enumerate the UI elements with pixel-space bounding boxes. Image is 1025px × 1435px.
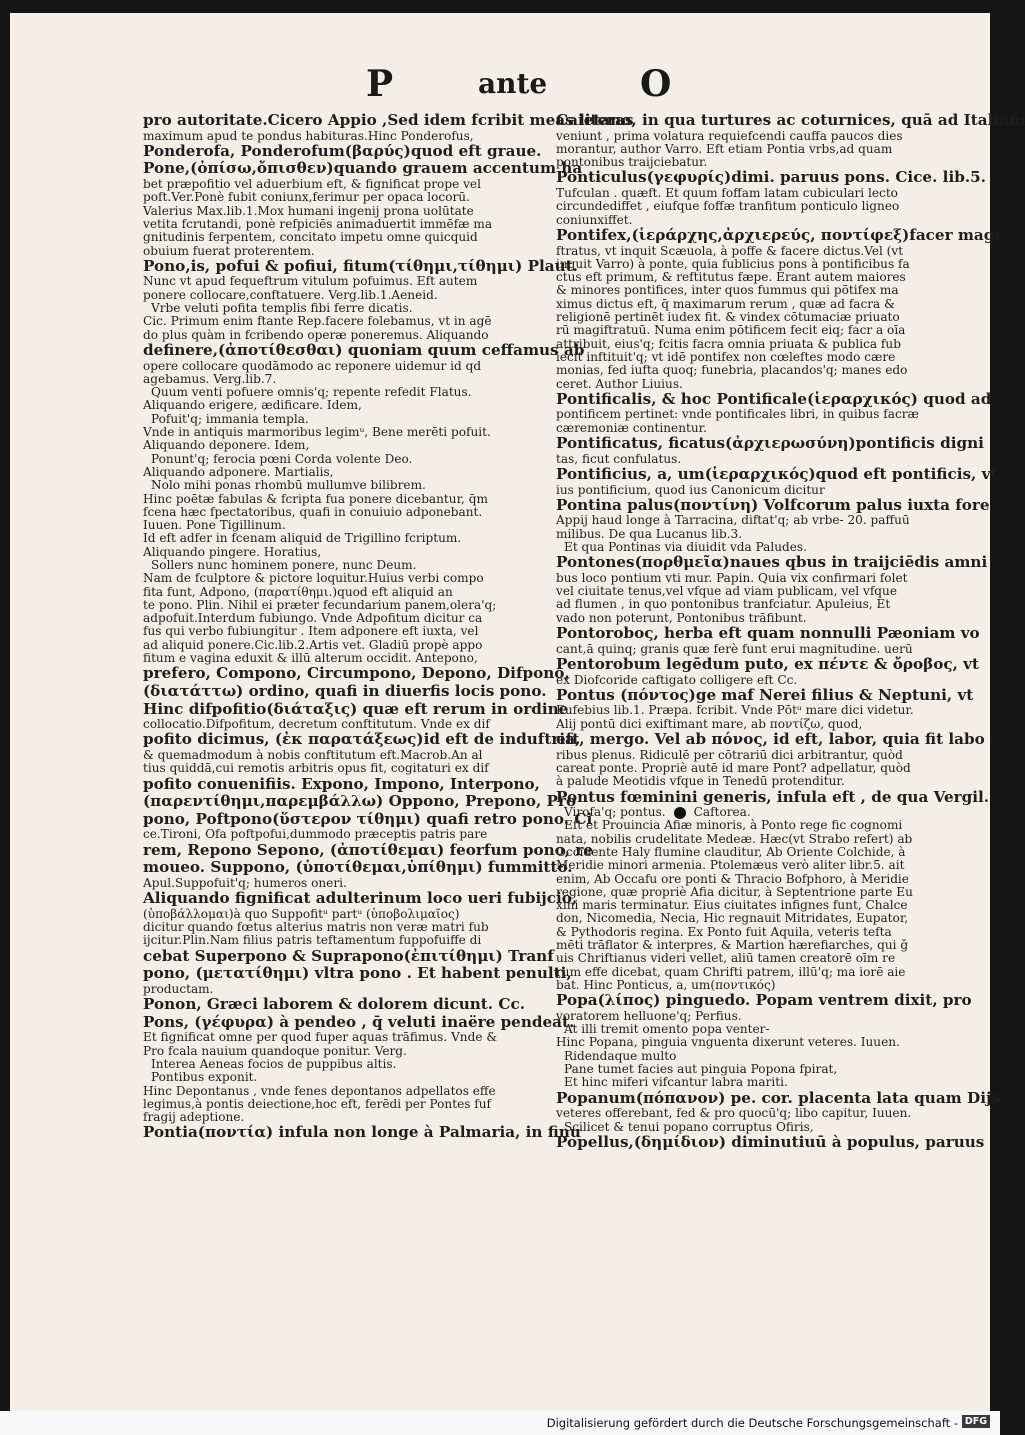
line-text: pofito dicimus, (ἐκ παρατάξεως)id eft de induftria, (143, 730, 581, 749)
line-text: adpofuit.Interdum fubiungo. Vnde Adpofitum dicitur ca (143, 611, 483, 626)
line-text: veteres offerebant, fed & pro quocū'q; libo capitur, Iuuen. (556, 1106, 912, 1121)
line-text: don, Nicomedia, Necia, Hic regnauit Mitridates, Eupator, (556, 911, 909, 926)
text-line (143, 599, 537, 612)
line-text: Aliquando erigere, ædificare. Idem, (143, 398, 362, 413)
text-line (143, 699, 569, 719)
text-line (556, 1121, 950, 1134)
text-line (143, 586, 537, 599)
line-text: ribus plenus. Ridiculē per cōtrariū dici arbitrantur, quòd (556, 747, 903, 762)
line-text: regione, quæ propriè Afia dicitur, à Septentrione parte Eu (556, 884, 913, 899)
text-line (143, 546, 537, 559)
text-line (556, 408, 950, 421)
line-text: Aliquando fignificat adulterinum loco ueri fubijcio, (143, 889, 578, 908)
text-line (556, 484, 950, 497)
text-line (556, 464, 998, 484)
text-line (556, 585, 950, 598)
text-line (556, 572, 950, 585)
text-line (143, 386, 537, 399)
text-line (143, 130, 537, 143)
line-text: Pontibus exponit. (151, 1070, 258, 1085)
funding-notice: Digitalisierung gefördert durch die Deutsche Forschungsgemeinschaft - (546, 1416, 958, 1430)
line-text: circundediffet , eiufque foffæ tranfitum ponticulo ligneo (556, 199, 900, 214)
line-text: fcena hæc fpectatoribus, quafi in conuiuio adponebant. (143, 504, 483, 519)
text-line (143, 792, 577, 811)
text-line (143, 921, 537, 934)
text-line (556, 886, 950, 899)
line-text: ius pontificium, quod ius Canonicum dicitur (556, 482, 825, 497)
text-line (143, 178, 537, 191)
text-line (556, 111, 1025, 130)
line-text: mēti trāflator & interpres, & Martion hærefiarches, qui ǧ (556, 938, 909, 953)
dfg-logo: DFG (962, 1415, 990, 1428)
text-line (143, 908, 537, 921)
text-line (143, 360, 537, 373)
text-line (556, 225, 1001, 245)
text-line (556, 654, 979, 674)
line-text: Vnde in antiquis marmoribus legimᵘ, Bene merēti pofuit. (143, 425, 491, 440)
line-text: poft.Ver.Ponè fubit coniunx,ferimur per opaca locorū. (143, 190, 470, 205)
text-line (143, 315, 537, 328)
line-text: Iuuen. Pone Tigillinum. (143, 518, 286, 533)
text-line (143, 466, 537, 479)
text-line (556, 541, 950, 554)
line-text: Popanum(πόπανον) pe. cor. placenta lata quam Dijs (556, 1088, 1001, 1107)
line-text: Ponderofa, Ponderofum(βαρύς)quod eft graue. (143, 141, 542, 160)
line-text-after: Caftorea. (693, 805, 751, 820)
text-line (143, 774, 540, 794)
line-text: Aliquando pingere. Horatius, (143, 544, 322, 559)
line-text: fita funt, Adpono, (παρατίθημι.)quod eft aliquid an (143, 584, 453, 599)
text-line (556, 704, 950, 717)
line-text: gnitudinis ferpentem, concitato impetu omne quicquid (143, 230, 478, 245)
text-line (556, 1036, 950, 1049)
line-text: legimus,à pontis deiectione,hoc eft, ferēdi per Pontes fuf (143, 1096, 492, 1111)
line-text: Cic. Primum enim ftante Rep.facere folebamus, vt in agē (143, 314, 492, 329)
header-word-middle: ante (478, 67, 548, 100)
line-text: Pontus fœminini generis, infula eft , de qua Vergil. (556, 787, 990, 806)
line-text: Popellus,(δημίδιον) diminutiuū à populus, paruus (556, 1132, 985, 1151)
text-line (556, 952, 950, 965)
text-line (143, 111, 634, 130)
text-line (143, 245, 537, 258)
text-line (556, 298, 950, 311)
text-line (556, 1088, 1001, 1108)
line-text: Vrbe veluti pofita templis fibi ferre dicatis. (151, 301, 413, 316)
text-line (556, 214, 950, 227)
text-line (143, 453, 537, 466)
text-line (556, 389, 992, 409)
line-text: Appij haud longe à Tarracina, diftat'q; ab vrbe- 20. paffuū (556, 513, 910, 528)
text-line (556, 846, 950, 859)
text-line (556, 434, 984, 453)
line-text: Hinc Depontanus , vnde fenes depontanos adpellatos effe (143, 1083, 496, 1098)
text-line (556, 453, 950, 466)
line-text: à palude Meotidis vfque in Tenedū protenditur. (556, 774, 845, 789)
text-line (556, 718, 950, 731)
line-text: Apul.Suppofuit'q; humeros oneri. (143, 875, 347, 890)
line-text: (παρεντίθημι,παρεμβάλλω) Oppono, Prepono, Pro (143, 792, 577, 811)
line-text: Sollers nunc hominem ponere, nunc Deum. (151, 557, 417, 572)
line-text: Aliquando adponere. Martialis, (143, 464, 334, 479)
line-text: Pons, (γέφυρα) à pendeo , q̄ veluti inaëre pendeat. (143, 1012, 575, 1031)
line-text: iecit inftituit'q; vt idē pontifex non cœleftes modo cære (556, 349, 896, 364)
line-text: Pone,(ὀπίσω,ὄπισθεν)quando grauem accentum ha (143, 159, 583, 178)
text-line (556, 258, 950, 271)
text-line (143, 681, 547, 701)
text-line (143, 256, 578, 276)
text-line (143, 302, 537, 315)
line-text: Et hinc miferi vifcantur labra mariti. (564, 1075, 788, 1090)
text-line (556, 311, 950, 324)
text-line (143, 946, 554, 966)
line-text: careat ponte. Propriè autē id mare Pont? adpellatur, quòd (556, 760, 911, 775)
text-line (556, 168, 986, 187)
line-text: Virofa'q; pontus. (564, 805, 666, 820)
line-text: cant,ā quinq; granis quæ ferè funt erui magnitudine. uerū (556, 641, 913, 656)
line-text: Hinc poētæ fabulas & fcripta fua ponere dicebantur, q̄m (143, 491, 488, 506)
line-text: (διατάττω) ordino, quafi in diuerfis locis pono. (143, 681, 547, 700)
line-text: Occidente Haly flumine clauditur, Ab Oriente Colchide, à (556, 845, 906, 859)
line-text: Pontificatus, ficatus(ἀρχιερωσύνη)pontificis digni (556, 434, 984, 453)
line-text: Pro fcala nauium quandoque ponitur. Verg. (143, 1043, 407, 1058)
line-text: pro autoritate.Cicero Appio ,Sed idem fcribit meas literas (143, 111, 634, 129)
text-line (143, 1085, 537, 1098)
line-text: tius quiddā,cui remotis arbitris opus fit, cogitaturi ex dif (143, 761, 489, 776)
line-text: ex Diofcoride caftigato colligere eft Cc. (556, 672, 798, 687)
line-text: inquit Varro) à ponte, quia fublicius pons à pontificibus fa (556, 256, 910, 271)
line-text: morantur, author Varro. Eft etiam Pontia vrbs,ad quam (556, 141, 893, 156)
text-line (556, 787, 990, 807)
line-text: Meridie minori armenia. Ptolemæus verò aliter libr.5. ait (556, 858, 905, 873)
line-text: agebamus. Verg.lib.7. (143, 371, 277, 386)
text-line (556, 643, 950, 656)
text-line (556, 912, 950, 925)
line-text: opere collocare quodāmodo ac reponere uidemur id qd (143, 358, 482, 373)
text-line (143, 141, 542, 161)
line-text: Pontifex,(ἱεράρχης,ἀρχιερεύς, ποντίφεξ)facer magi (556, 225, 1001, 244)
text-line (556, 685, 974, 705)
text-line (143, 399, 537, 412)
text-line (143, 191, 537, 204)
line-text: Caietano, in qua turtures ac coturnices, quā ad Italiam (556, 111, 1025, 129)
line-text: bet præpofitio vel aduerbium eft, & fignificat prope vel (143, 177, 481, 192)
text-line (556, 422, 950, 435)
line-text: cæremoniæ continentur. (556, 420, 707, 435)
text-line (143, 858, 573, 877)
line-text: pontonibus traijciebatur. (556, 155, 708, 170)
line-text: Pontia(ποντία) infula non longe à Palmaria, in finu (143, 1123, 581, 1142)
text-line (143, 730, 581, 749)
text-line (556, 553, 988, 572)
line-text: Pontoroboς, herba eft quam nonnulli Pæoniam vo (556, 624, 980, 643)
line-text: te pono. Plin. Nihil ei præter fecundarium panem,olera'q; (143, 597, 497, 612)
text-line (143, 996, 537, 1014)
line-text: ad aliquid ponere.Cic.lib.2.Artis vet. Gladiū propè appo (143, 637, 483, 652)
line-text: fitum e vagina eduxit & illū alterum occidit. Antepono, (143, 651, 478, 666)
line-text: milibus. De qua Lucanus lib.3. (556, 526, 743, 541)
line-text: Pontones(πορθμεῖα)naues qbus in traijciēdis amni (556, 553, 988, 572)
line-text: tas, ficut confulatus. (556, 451, 682, 466)
line-text: Interea Aeneas focios de puppibus altis. (151, 1056, 397, 1071)
text-line (143, 639, 537, 652)
text-line (556, 495, 990, 515)
line-text: attribuit, eius'q; fcitis facra omnia priuata & publica fub (556, 336, 901, 351)
header-letter-right: O (640, 63, 672, 105)
text-line (556, 284, 950, 297)
line-text: Ponon, Græci laborem & dolorem dicunt. Cc. (143, 995, 526, 1014)
line-text: rem, Repono Sepono, (ἀποτίθεμαι) feorfum pono, re (143, 840, 594, 859)
line-text: enim, Ab Occafu ore ponti & Thracio Bofphoro, à Meridie (556, 871, 909, 886)
line-text: rum effe dicebat, quam Chrifti patrem, illū'q; ma iorē aie (556, 964, 906, 979)
text-line (556, 859, 950, 872)
line-text: Eufebius lib.1. Præpa. fcribit. Vnde Pōtᵘ mare dici videtur. (556, 703, 914, 718)
text-line (556, 833, 950, 846)
text-line (556, 245, 950, 258)
line-text: religionē pertinēt iudex fit. & vindex cōtumaciæ priuato (556, 310, 900, 325)
text-line (556, 899, 950, 912)
line-text: Pontificalis, & hoc Pontificale(ἱεραρχικός) quod ad (556, 389, 992, 408)
text-line (143, 1058, 537, 1071)
line-text: voratorem helluone'q; Perfius. (556, 1008, 742, 1023)
line-text: rū magiftratuū. Numa enim pōtificem fecit eiq; facr a oīa (556, 323, 906, 338)
line-text: vado non poterunt, Pontonibus trāfibunt. (556, 610, 807, 625)
line-text: Pontina palus(ποντίνη) Volfcorum palus iuxta fore (556, 495, 990, 514)
line-text: eft, mergo. Vel ab πόνος, id eft, labor, quia fit labo (556, 730, 985, 749)
line-text: Id eft adfer in fcenam aliquid de Trigillino fcriptum. (143, 531, 462, 546)
line-text: Nolo mihi ponas rhombū mullumve bilibrem. (151, 478, 426, 493)
text-line (556, 730, 985, 749)
book-page (10, 13, 1025, 1411)
line-text: obuium fuerat proterentem. (143, 243, 315, 258)
text-line (556, 378, 950, 391)
text-line (556, 324, 950, 337)
text-line (143, 506, 537, 519)
line-text: Hinc difpofitio(διάταξις) quæ eft rerum in ordine (143, 699, 569, 718)
text-line (556, 1050, 950, 1063)
line-text: veniunt , prima volatura requiefcendi cauffa paucos dies (556, 128, 903, 143)
text-line (143, 275, 537, 288)
line-text: Eft et Prouincia Afiæ minoris, à Ponto rege fic cognomi (564, 818, 903, 833)
line-text: ftratus, vt inquit Scæuola, à poffe & facere dictus.Vel (vt (556, 243, 904, 258)
text-line (556, 966, 950, 979)
text-line (556, 806, 950, 819)
line-text: pontificem pertinet: vnde pontificales libri, in quibus facræ (556, 407, 919, 422)
text-line (556, 156, 950, 169)
line-text: dicitur quando fœtus alterius matris non veræ matri fub (143, 920, 489, 935)
text-line (143, 1098, 537, 1111)
line-text: nata, nobilis crudelitate Medeæ. Hæc(vt Strabo refert) ab (556, 831, 913, 846)
line-text: Hinc Popana, pinguia vnguenta dixerunt veteres. Iuuen. (556, 1035, 900, 1050)
header-letter-left: P (366, 63, 394, 105)
line-text: Scilicet & tenui popano corruptus Ofiris, (564, 1119, 814, 1134)
line-text: vel ciuitate tenus,vel vfque ad viam publicam, vel vfque (556, 584, 897, 599)
line-text: Pofuit'q; immania templa. (151, 411, 309, 426)
text-line (143, 983, 537, 996)
text-line (556, 143, 950, 156)
line-text: & Pythodoris regina. Ex Ponto fuit Aquila, veteris tefta (556, 924, 892, 939)
text-line (143, 479, 537, 492)
text-line (143, 877, 537, 890)
text-line (143, 231, 537, 244)
text-line (143, 1071, 537, 1084)
line-text: ctus eft primum, & reftitutus fæpe. Erant autem maiores (556, 270, 906, 285)
line-text: uis Chriftianus videri vellet, aliū tamen creatorē oīm re (556, 951, 896, 966)
text-line (556, 762, 950, 775)
text-line (556, 338, 950, 351)
line-text: pono, Poftpono(ὕστερον τίθημι) quafi retro pono. Ci (143, 809, 593, 828)
line-text: ad flumen , in quo pontonibus tranfciatur. Apuleius, Et (556, 597, 891, 612)
text-line (556, 528, 950, 541)
text-line (143, 1012, 575, 1032)
text-line (556, 1023, 950, 1036)
text-line (143, 1045, 537, 1058)
line-text: ijcitur.Plin.Nam filius patris teftamentum fuppofuiffe di (143, 933, 482, 948)
text-line (556, 873, 950, 886)
line-text: productam. (143, 981, 214, 996)
text-line (143, 559, 537, 572)
line-text: Pane tumet facies aut pinguia Popona fpirat, (564, 1062, 838, 1077)
line-text: prefero, Compono, Circumpono, Depono, Difpono, (143, 664, 570, 683)
line-text: bat. Hinc Ponticus, a, um(ποντικός) (556, 977, 776, 992)
line-text: coniunxiffet. (556, 212, 633, 227)
text-line (143, 413, 537, 426)
line-text: Nunc vt apud fequeftrum vitulum pofuimus. Eft autem (143, 274, 478, 289)
line-text: pono, (μετατίθημι) vltra pono . Et habent penulti, (143, 964, 572, 983)
text-line (556, 819, 950, 832)
text-line (143, 439, 537, 452)
line-text: Pontus (πόντος)ge maf Nerei filius & Neptuni, vt (556, 685, 974, 704)
line-text: vetita fcrutandi, ponè refpiciēs animaduertit immēfæ ma (143, 216, 493, 231)
line-text: moueo. Suppono, (ὑποτίθεμαι,ὑπίθημι) fummitto. (143, 858, 573, 877)
text-line (556, 271, 950, 284)
line-text: ceret. Author Liuius. (556, 376, 683, 391)
line-text: collocatio.Difpofitum, decretum conftitutum. Vnde ex dif (143, 717, 490, 732)
line-text: & quemadmodum à nobis conftitutum eft.Macrob.An al (143, 748, 483, 763)
ink-blot-icon (674, 807, 686, 819)
text-line (143, 519, 537, 532)
line-text: Et fignificat omne per quod fuper aquas trāfimus. Vnde & (143, 1030, 498, 1045)
text-line (556, 1063, 950, 1076)
line-text: Ponunt'q; ferocia pœni Corda volente Deo. (151, 451, 413, 466)
text-line (556, 749, 950, 762)
line-text: pofito conuenifiis. Expono, Impono, Interpono, (143, 774, 540, 793)
text-line (143, 840, 594, 860)
text-line (556, 187, 950, 200)
line-text: Quum venti pofuere omnis'q; repente refedit Flatus. (151, 385, 472, 400)
text-line (143, 289, 537, 302)
line-text: Ponticulus(γεφυρίς)dimi. paruus pons. Cice. lib.5. (556, 168, 986, 187)
text-line (143, 828, 537, 841)
text-line (556, 926, 950, 939)
text-line (143, 159, 583, 178)
text-line (556, 598, 950, 611)
text-line (556, 1076, 950, 1089)
line-text: xini maris terminatur. Eius ciuitates infignes funt, Chalce (556, 898, 908, 913)
line-text: monias, fed iufta quoq; funebria, placandos'q; manes edo (556, 363, 908, 378)
line-text: ponere collocare,conftatuere. Verg.lib.1.Aeneid. (143, 287, 438, 302)
text-line (556, 979, 950, 992)
text-line (143, 934, 537, 947)
line-text: (ὑποβάλλομαι)à quo Suppofitᵘ partᵘ (ὑποβολιμαῖος) (143, 906, 460, 921)
line-text: Popa(λίπος) pinguedo. Popam ventrem dixit, pro (556, 991, 972, 1010)
text-line (143, 889, 578, 908)
text-line (143, 664, 570, 683)
text-line (143, 532, 537, 545)
text-line (556, 1132, 985, 1152)
line-text: bus loco pontium vti mur. Papin. Quia vix confirmari folet (556, 570, 908, 585)
text-line (143, 809, 593, 829)
line-text: Valerius Max.lib.1.Mox humani ingenij prona uolūtate (143, 203, 474, 218)
line-text: ximus dictus eft, q̄ maximarum rerum , quæ ad facra & (556, 296, 895, 311)
line-text: Pentorobum legēdum puto, ex πέντε & ὄροβος, vt (556, 654, 979, 673)
text-line (143, 762, 537, 775)
text-line (556, 612, 950, 625)
line-text: Pontificius, a, um(ἱεραρχικός)quod eft pontificis, vt (556, 464, 998, 483)
right-text-column (556, 111, 1025, 1151)
text-line (556, 200, 950, 213)
text-line (556, 130, 950, 143)
line-text: Aliquando deponere. Idem, (143, 438, 310, 453)
text-line (143, 218, 537, 231)
line-text: maximum apud te pondus habituras.Hinc Ponderofus, (143, 128, 474, 143)
text-line (556, 775, 950, 788)
footer-bar (0, 1411, 1000, 1435)
line-text: Alij pontū dici exiftimant mare, ab ποντίζω, quod, (556, 716, 863, 731)
text-line (143, 205, 537, 218)
text-line (143, 718, 537, 731)
text-line (143, 964, 572, 983)
line-text: At illi tremit omento popa venter- (564, 1022, 770, 1037)
line-text: fus qui verbo fubiungitur . Item adponere eft iuxta, vel (143, 624, 479, 639)
text-line (556, 351, 950, 364)
text-line (556, 939, 950, 952)
text-line (143, 612, 537, 625)
line-text: Ridendaque multo (564, 1048, 677, 1063)
line-text: Tufculan . quæft. Et quum foffam latam cubiculari lecto (556, 186, 898, 201)
text-line (556, 991, 972, 1010)
line-text: do plus quàm in fcribendo operæ poneremus. Aliquando (143, 327, 489, 342)
text-line (556, 364, 950, 377)
running-header (10, 63, 990, 107)
text-line (143, 572, 537, 585)
text-line (143, 1111, 537, 1124)
line-text: & minores pontifices, inter quos fummus qui pōtifex ma (556, 283, 899, 298)
text-line (143, 1123, 581, 1142)
line-text: Nam de fculptore & pictore loquitur.Huius verbi compo (143, 571, 484, 586)
line-text: fragij adeptione. (143, 1110, 245, 1125)
text-line (143, 625, 537, 638)
text-line (143, 652, 537, 665)
text-line (143, 749, 537, 762)
text-line (143, 493, 537, 506)
line-text: definere,(ἀποτίθεσθαι) quoniam quum ceffamus ab (143, 340, 585, 359)
text-line (143, 340, 585, 360)
line-text: Et qua Pontinas via diuidit vda Paludes. (564, 539, 807, 554)
line-text: ce.Tironi, Ofa poftpofui,dummodo præceptis patris pare (143, 827, 488, 842)
line-text: cebat Superpono & Suprapono(ἐπιτίθημι) Tranf (143, 946, 554, 965)
text-line (143, 426, 537, 439)
text-line (556, 514, 950, 527)
text-line (556, 1107, 950, 1120)
text-line (143, 329, 537, 342)
text-line (143, 373, 537, 386)
line-text: Pono,is, pofui & pofiui, fitum(τίθημι,τίθημι) Plaut. (143, 256, 578, 275)
text-line (556, 624, 980, 643)
text-line (556, 1010, 950, 1023)
text-line (556, 674, 950, 687)
text-line (143, 1031, 537, 1044)
